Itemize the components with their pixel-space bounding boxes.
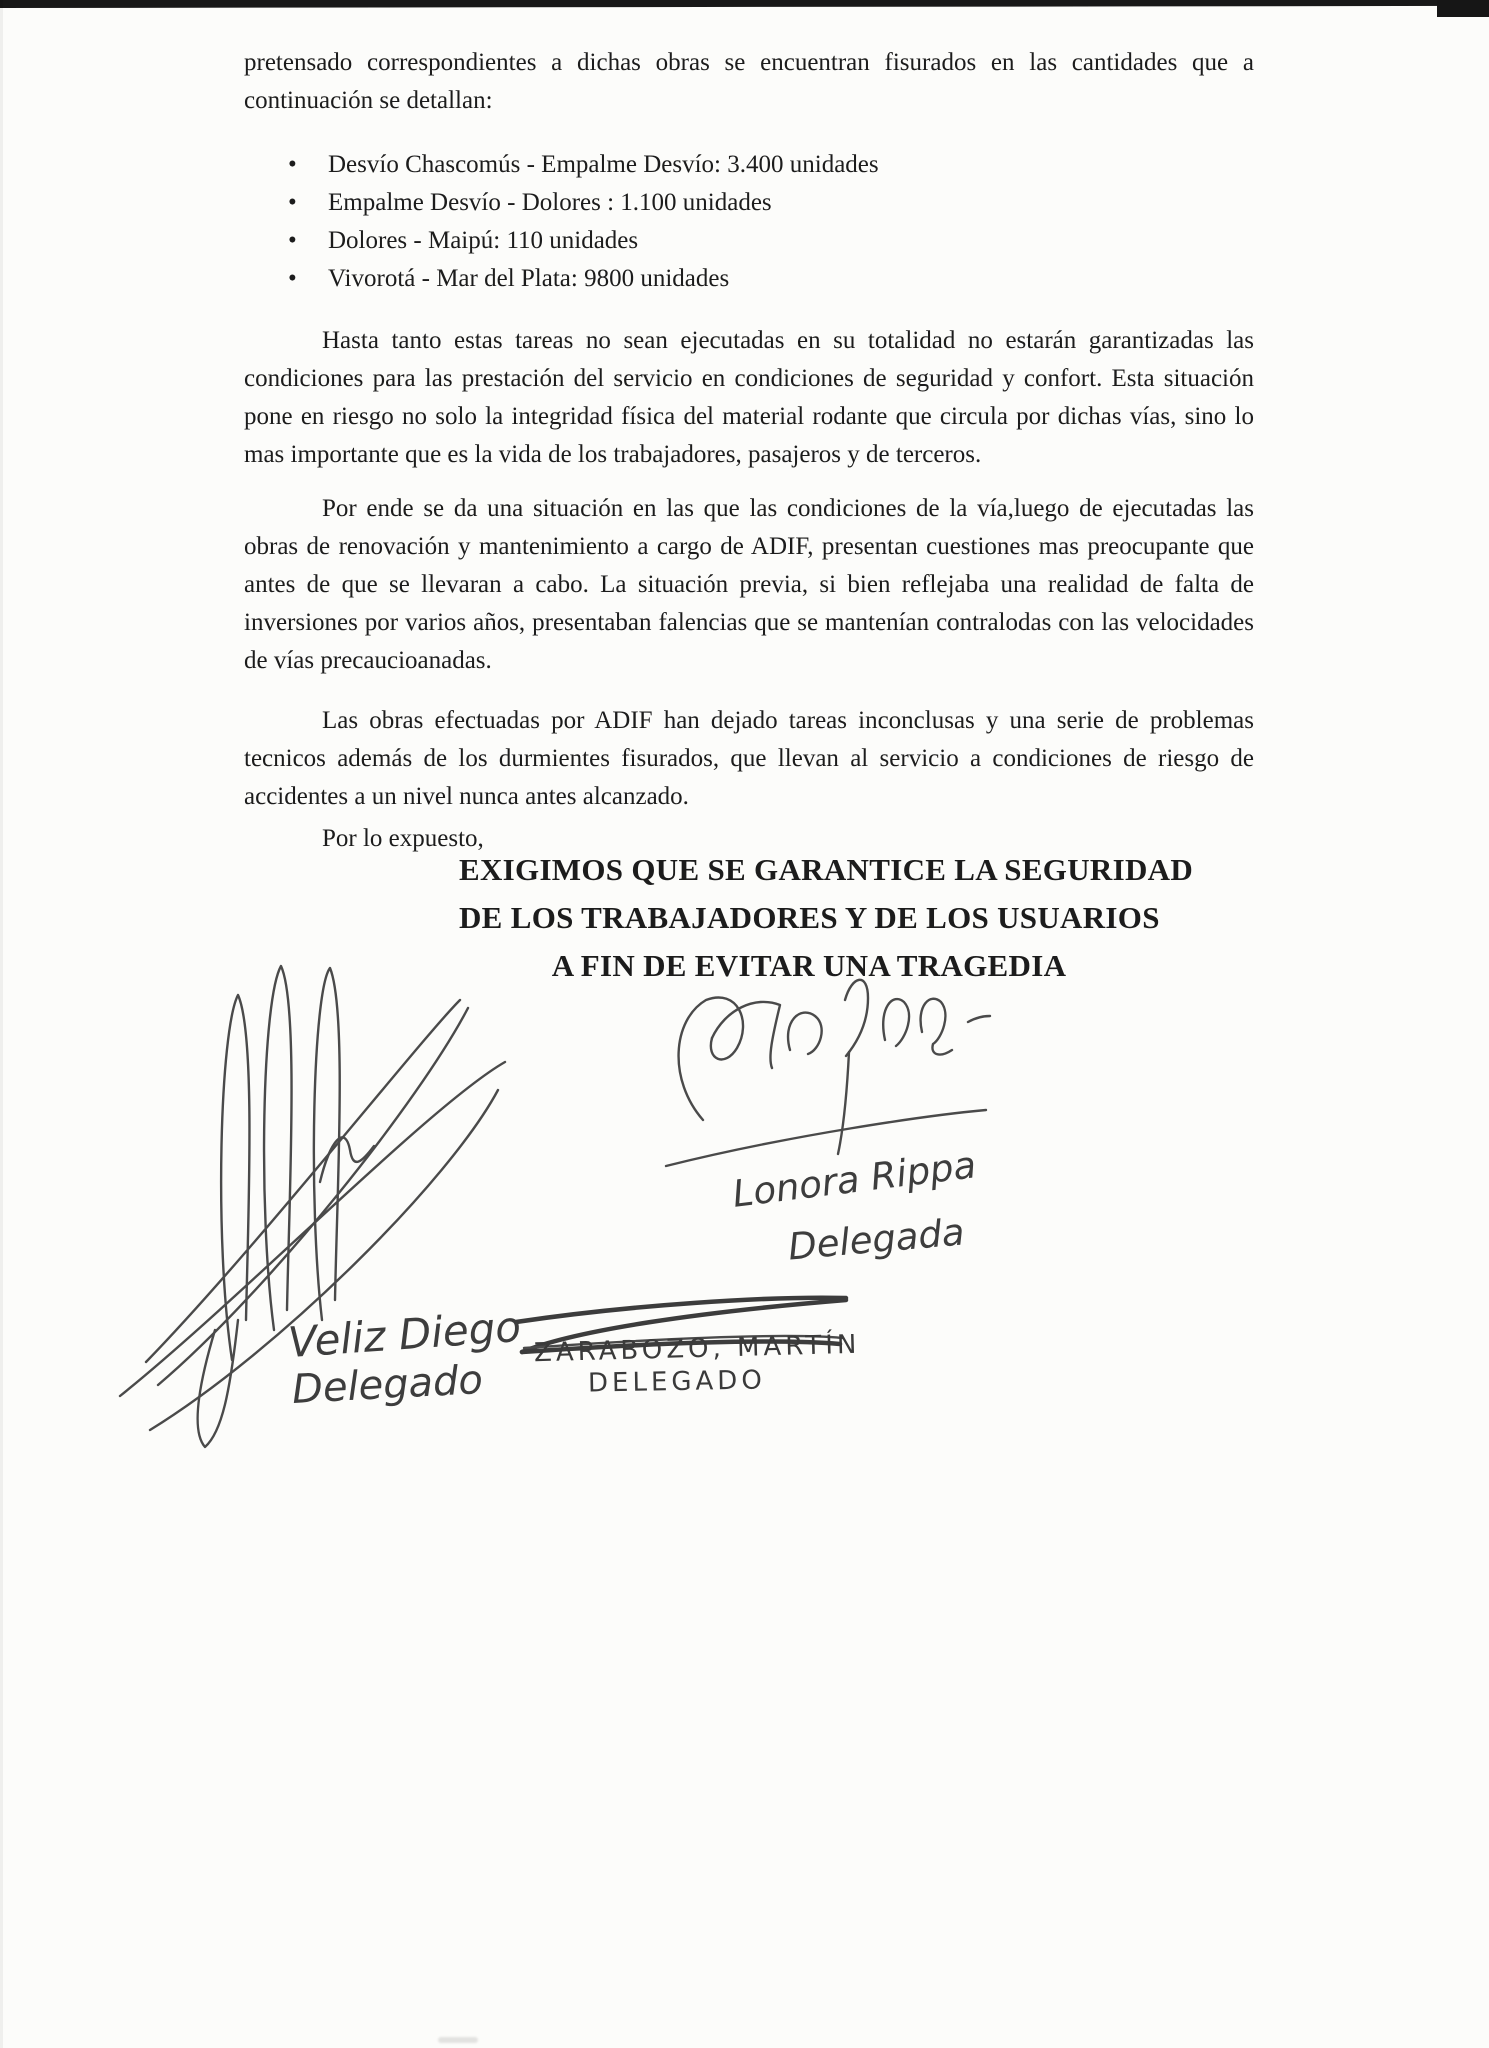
signature-name-zarabozo: ZARABOZO, MARTÍN <box>533 1329 861 1369</box>
signature-name-veliz: Veliz Diego <box>286 1301 523 1368</box>
signature-name-rippa: Lonora Rippa <box>730 1143 979 1216</box>
paragraph-por-ende: Por ende se da una situación en las que las condiciones de la vía,luego de ejecutadas las obras de renovación y mantenimiento a cargo de ADIF, presentan cuestiones mas preocupante que antes de que se llevaran a cabo. La situación previa, si bien reflejaba una realidad de falta de inversiones por varios años, presentaban falencias que se mantenían contralodas con las velocidades de vías precaucioanadas. <box>244 495 1254 674</box>
signature-role-rippa: Delegada <box>786 1210 967 1269</box>
paragraph-intro: pretensado correspondientes a dichas obras se encuentran fisurados en las cantidades que a continuación se detallan: <box>244 49 1254 114</box>
list-item-chascomus: • Desvío Chascomús - Empalme Desvío: 3.400 unidades <box>288 146 879 184</box>
signature-scrawl-right-icon <box>666 980 990 1166</box>
demand-line-2: DE LOS TRABAJADORES Y DE LOS USUARIOS <box>459 900 1160 935</box>
paragraph-obras-adif: Las obras efectuadas por ADIF han dejado tareas inconclusas y una serie de problemas tecnicos además de los durmientes fisurados, que llevan al servicio a condiciones de riesgo de accidentes a un nivel nunca antes alcanzado. <box>244 707 1254 810</box>
closing-line: Por lo expuesto, <box>322 825 484 852</box>
list-item-empalme-dolores: • Empalme Desvío - Dolores : 1.100 unidades <box>288 184 879 222</box>
list-item-dolores-maipu: • Dolores - Maipú: 110 unidades <box>288 222 879 260</box>
demand-line-3: A FIN DE EVITAR UNA TRAGEDIA <box>551 948 1067 983</box>
demand-line-1: EXIGIMOS QUE SE GARANTICE LA SEGURIDAD <box>459 852 1194 887</box>
signature-role-veliz: Delegado <box>290 1357 484 1413</box>
signature-role-zarabozo: DELEGADO <box>587 1365 767 1399</box>
list-item-vivorota-mardelplata: • Vivorotá - Mar del Plata: 9800 unidades <box>288 260 879 298</box>
paragraph-conditions: Hasta tanto estas tareas no sean ejecutadas en su totalidad no estarán garantizadas las condiciones para las prestación del servicio en condiciones de seguridad y confort. Esta situación pone en riesgo no solo la integridad física del material rodante que circula por dichas vías, sino lo mas importante que es la vida de los trabajadores, pasajeros y de terceros. <box>244 327 1254 468</box>
